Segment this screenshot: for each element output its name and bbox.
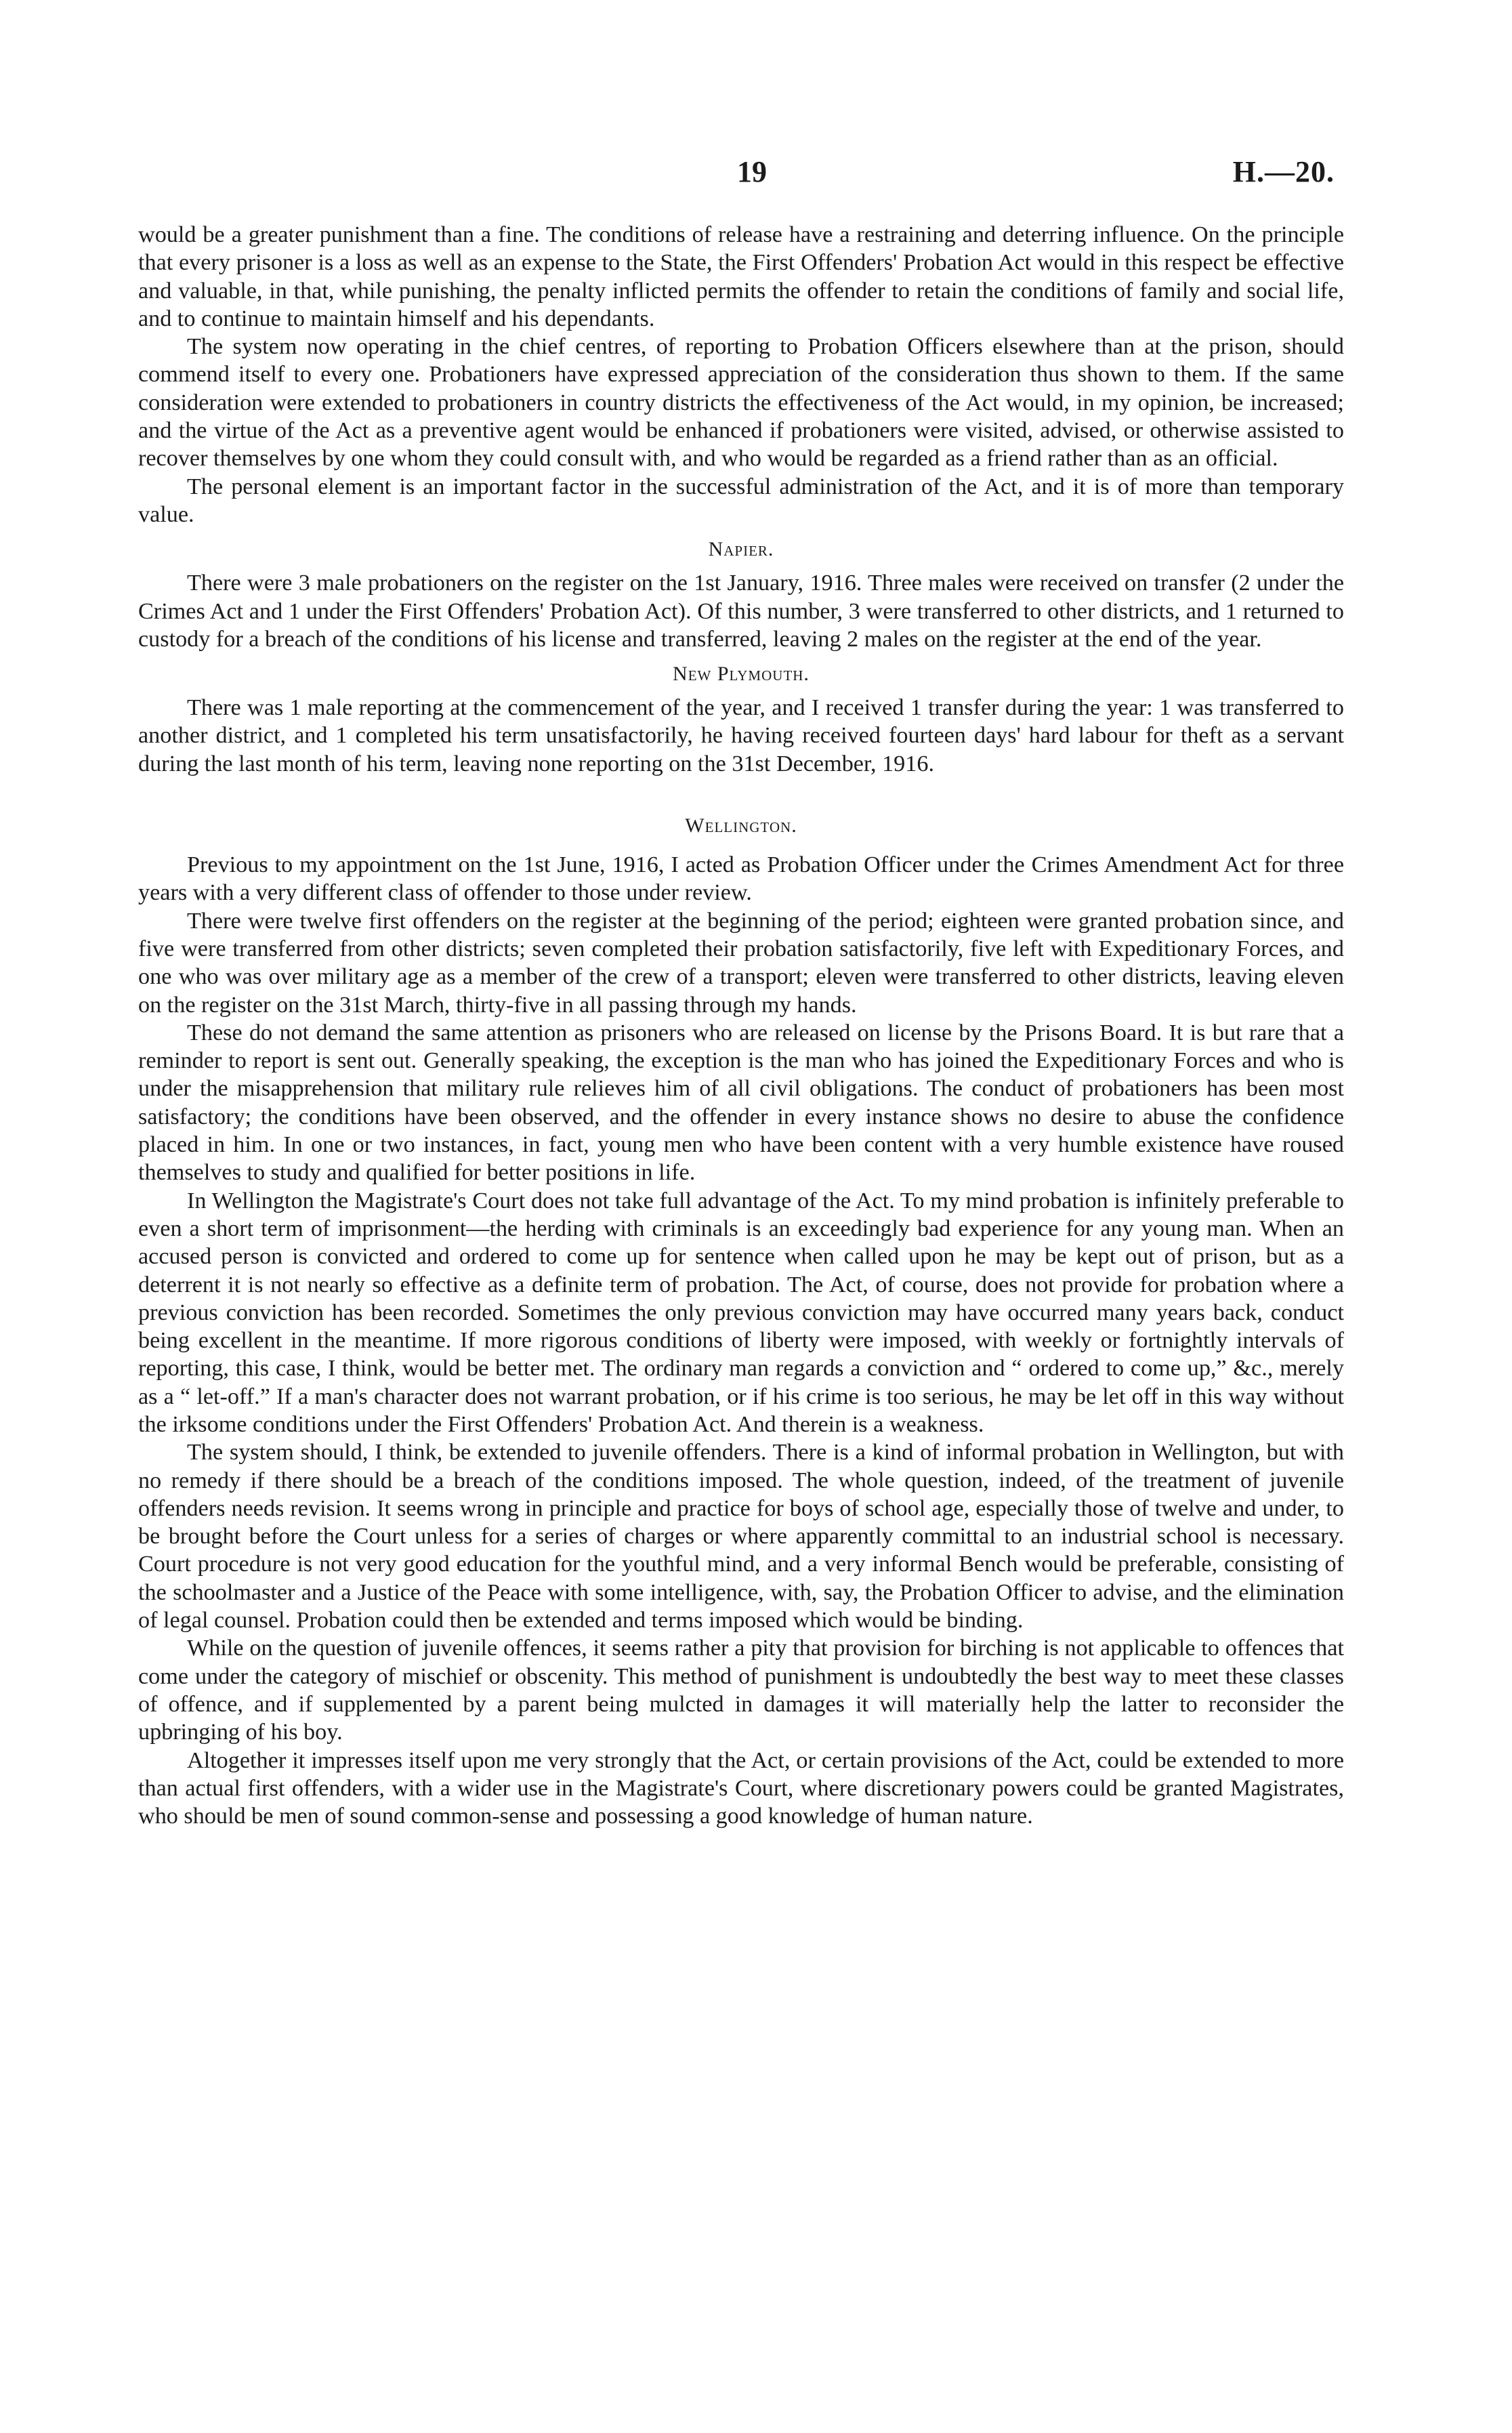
paragraph: Altogether it impresses itself upon me very strongly that the Act, or certain provisions of the Act, could be extended to more than actual first offenders, with a wider use in the Magistrate's Court, where discretionary powers could be granted Magistrates, who should be men of sound common-sense and possessing a good knowledge of human nature. bbox=[138, 1747, 1344, 1829]
report-body bbox=[138, 221, 1344, 1830]
paragraph: In Wellington the Magistrate's Court does not take full advantage of the Act. To my mind probation is infinitely preferable to even a short term of imprisonment—the herding with criminals is an exceedingly bad experience for any young man. When an accused person is convicted and ordered to come up for sentence when called upon he may be kept out of prison, but as a deterrent it is not nearly so effective as a definite term of probation. The Act, of course, does not provide for probation where a previous conviction has been recorded. Sometimes the only previous conviction may have occurred many years back, conduct being excellent in the meantime. If more rigorous conditions of liberty were imposed, with weekly or fortnightly intervals of reporting, this case, I think, would be better met. The ordinary man regards a conviction and “ ordered to come up,” &c., merely as a “ let-off.” If a man's character does not warrant probation, or if his crime is too serious, he may be let off in this way without the irksome conditions under the First Offenders' Probation Act. And therein is a weakness. bbox=[138, 1188, 1344, 1437]
paragraph: The system should, I think, be extended to juvenile offenders. There is a kind of informal probation in Wellington, but with no remedy if there should be a breach of the conditions imposed. The whole question, indeed, of the treatment of juvenile offenders needs revision. It seems wrong in principle and practice for boys of school age, especially those of twelve and under, to be brought before the Court unless for a series of charges or where apparently committal to an industrial school is necessary. Court procedure is not very good education for the youthful mind, and a very informal Bench would be preferable, consisting of the schoolmaster and a Justice of the Peace with some intelligence, with, say, the Probation Officer to advise, and the elimination of legal counsel. Probation could then be extended and terms imposed which would be binding. bbox=[138, 1440, 1344, 1634]
paragraph: These do not demand the same attention as prisoners who are released on license by the Prisons Board. It is but rare that a reminder to report is sent out. Generally speaking, the exception is the man who has joined the Expeditionary Forces and who is under the misapprehension that military rule relieves him of all civil obligations. The conduct of probationers has been most satisfactory; the conditions have been observed, and the offender in every instance shows no desire to abuse the confidence placed in him. In one or two instances, in fact, young men who have been content with a very humble existence have roused themselves to study and qualified for better positions in life. bbox=[138, 1020, 1344, 1186]
paragraph: The personal element is an important factor in the successful administration of the Act, and it is of more than temporary value. bbox=[138, 474, 1344, 527]
section-heading-napier: Napier. bbox=[708, 538, 774, 561]
paragraph: There were twelve first offenders on the register at the beginning of the period; eighteen were granted probation since, and five were transferred from other districts; seven completed their probation satisfactorily, five left with Expeditionary Forces, and one who was over military age as a member of the crew of a transport; eleven were transferred to other districts, leaving eleven on the register on the 31st March, thirty-five in all passing through my hands. bbox=[138, 908, 1344, 1018]
document-reference: H.—20. bbox=[1232, 155, 1335, 188]
section-heading-wellington: Wellington. bbox=[685, 814, 797, 837]
paragraph: There was 1 male reporting at the commencement of the year, and I received 1 transfer during the year: 1 was transferred to another district, and 1 completed his term unsatisfactorily, he having received fourteen days' hard labour for theft as a servant during the last month of his term, leaving none reporting on the 31st December, 1916. bbox=[138, 695, 1344, 776]
page-number: 19 bbox=[737, 155, 767, 188]
paragraph: While on the question of juvenile offences, it seems rather a pity that provision for birching is not applicable to offences that come under the category of mischief or obscenity. This method of punishment is undoubtedly the best way to meet these classes of offence, and if supplemented by a parent being mulcted in damages it will materially help the latter to reconsider the upbringing of his boy. bbox=[138, 1636, 1344, 1745]
section-heading-new-plymouth: New Plymouth. bbox=[673, 663, 810, 686]
paragraph: would be a greater punishment than a fine. The conditions of release have a restraining and deterring influence. On the principle that every prisoner is a loss as well as an expense to the State, the First Offenders' Probation Act would in this respect be effective and valuable, in that, while punishing, the penalty inflicted permits the offender to retain the conditions of family and social life, and to continue to maintain himself and his dependants. bbox=[138, 222, 1344, 331]
paragraph: There were 3 male probationers on the register on the 1st January, 1916. Three males were received on transfer (2 under the Crimes Act and 1 under the First Offenders' Probation Act). Of this number, 3 were transferred to other districts, and 1 returned to custody for a breach of the conditions of his license and transferred, leaving 2 males on the register at the end of the year. bbox=[138, 570, 1344, 652]
paragraph: Previous to my appointment on the 1st June, 1916, I acted as Probation Officer under the Crimes Amendment Act for three years with a very different class of offender to those under review. bbox=[138, 852, 1344, 906]
paragraph: The system now operating in the chief centres, of reporting to Probation Officers elsewhere than at the prison, should commend itself to every one. Probationers have expressed appreciation of the consideration thus shown to them. If the same consideration were extended to probationers in country districts the effectiveness of the Act would, in my opinion, be increased; and the virtue of the Act as a preventive agent would be enhanced if probationers were visited, advised, or otherwise assisted to recover themselves by one whom they could consult with, and who would be regarded as a friend rather than as an official. bbox=[138, 334, 1344, 472]
